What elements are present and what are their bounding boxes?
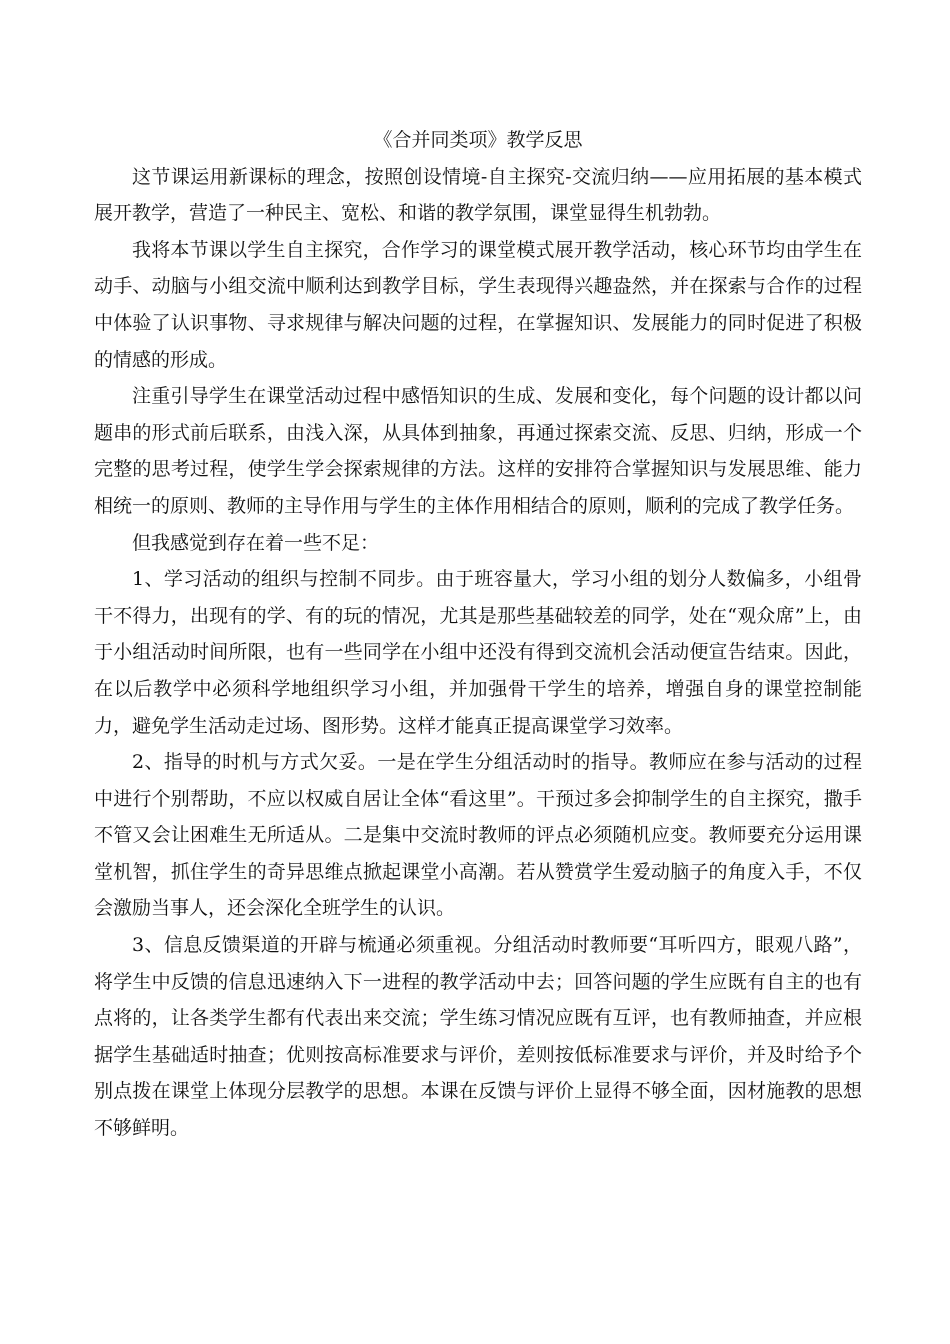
paragraph-intro: 这节课运用新课标的理念，按照创设情境-自主探究-交流归纳——应用拓展的基本模式展开教学，营造了一种民主、宽松、和谐的教学氛围，课堂显得生机勃勃。 (94, 165, 862, 225)
paragraph-shortcoming-2: 2、指导的时机与方式欠妥。一是在学生分组活动时的指导。教师应在参与活动的过程中进行个别帮助，不应以权威自居让全体“看这里”。干预过多会抑制学生的自主探究，撒手不管又会让困难生无所适从。二是集中交流时教师的评点必须随机应变。教师要充分运用课堂机智，抓住学生的奇异思维点掀起课堂小高潮。若从赞赏学生爱动脑子的角度入手，不仅会激励当事人，还会深化全班学生的认识。 (94, 751, 862, 920)
paragraph-shortcomings-intro: 但我感觉到存在着一些不足： (132, 531, 380, 554)
paragraph-shortcoming-3: 3、信息反馈渠道的开辟与梳通必须重视。分组活动时教师要“耳听四方，眼观八路”，将学生中反馈的信息迅速纳入下一进程的教学活动中去；回答问题的学生应既有自主的也有点将的，让各类学生都有代表出来交流；学生练习情况应既有互评，也有教师抽查，并应根据学生基础适时抽查；优则按高标准要求与评价，差则按低标准要求与评价，并及时给予个别点拨在课堂上体现分层教学的思想。本课在反馈与评价上显得不够全面，因材施教的思想不够鲜明。 (94, 934, 862, 1140)
paragraph-guidance: 注重引导学生在课堂活动过程中感悟知识的生成、发展和变化，每个问题的设计都以问题串的形式前后联系，由浅入深，从具体到抽象，再通过探索交流、反思、归纳，形成一个完整的思考过程，使学生学会探索规律的方法。这样的安排符合掌握知识与发展思维、能力相统一的原则、教师的主导作用与学生的主体作用相结合的原则，顺利的完成了教学任务。 (94, 385, 862, 517)
document-page (94, 122, 862, 1147)
paragraph-shortcoming-1: 1、学习活动的组织与控制不同步。由于班容量大，学习小组的划分人数偏多，小组骨干不得力，出现有的学、有的玩的情况，尤其是那些基础较差的同学，处在“观众席”上，由于小组活动时间所限，也有一些同学在小组中还没有得到交流机会活动便宣告结束。因此，在以后教学中必须科学地组织学习小组，并加强骨干学生的培养，增强自身的课堂控制能力，避免学生活动走过场、图形势。这样才能真正提高课堂学习效率。 (94, 568, 862, 737)
paragraph-teaching-mode: 我将本节课以学生自主探究，合作学习的课堂模式展开教学活动，核心环节均由学生在动手、动脑与小组交流中顺利达到教学目标，学生表现得兴趣盎然，并在探索与合作的过程中体验了认识事物、寻求规律与解决问题的过程，在掌握知识、发展能力的同时促进了积极的情感的形成。 (94, 238, 862, 371)
document-title: 《合并同类项》教学反思 (373, 129, 583, 151)
